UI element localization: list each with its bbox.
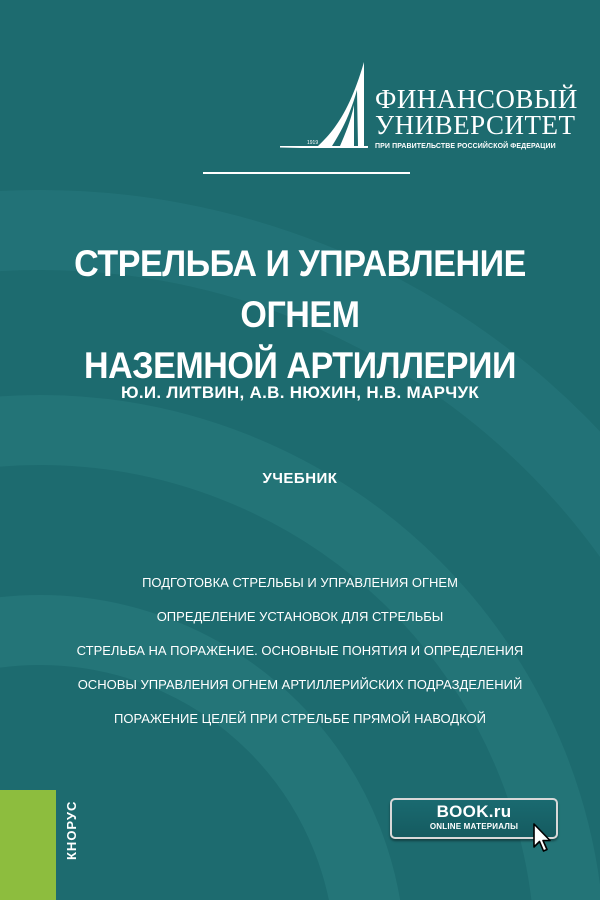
publisher-color-strip xyxy=(0,790,56,900)
book-ru-label: BOOK.ru xyxy=(436,802,512,821)
university-logo xyxy=(280,60,580,155)
topic-item: ОПРЕДЕЛЕНИЕ УСТАНОВОК ДЛЯ СТРЕЛЬБЫ xyxy=(156,609,444,624)
topic-item: СТРЕЛЬБА НА ПОРАЖЕНИЕ. ОСНОВНЫЕ ПОНЯТИЯ И ОПРЕДЕЛЕНИЯ xyxy=(76,643,524,658)
topic-item: ОСНОВЫ УПРАВЛЕНИЯ ОГНЕМ АРТИЛЛЕРИЙСКИХ ПОДРАЗДЕЛЕНИЙ xyxy=(77,677,523,692)
topic-item: ПОДГОТОВКА СТРЕЛЬБЫ И УПРАВЛЕНИЯ ОГНЕМ xyxy=(142,575,458,590)
cursor-arrow-icon xyxy=(532,822,552,854)
authors: Ю.И. ЛИТВИН, А.В. НЮХИН, Н.В. МАРЧУК xyxy=(120,383,480,402)
logo-text xyxy=(375,86,578,150)
logo-line-1: ФИНАНСОВЫЙ xyxy=(375,84,578,114)
book-ru-sublabel: ONLINE МАТЕРИАЛЫ xyxy=(429,822,519,831)
logo-year: 1919 xyxy=(307,140,319,146)
header-divider xyxy=(203,172,410,174)
publisher-name: КНОРУС xyxy=(64,800,79,860)
university-logo-icon xyxy=(280,60,375,155)
book-title xyxy=(42,238,557,391)
title-line-1: СТРЕЛЬБА И УПРАВЛЕНИЕ ОГНЕМ xyxy=(74,243,526,335)
logo-line-2: УНИВЕРСИТЕТ xyxy=(375,110,576,140)
topic-item: ПОРАЖЕНИЕ ЦЕЛЕЙ ПРИ СТРЕЛЬБЕ ПРЯМОЙ НАВОДКОЙ xyxy=(114,711,486,726)
title-line-2: НАЗЕМНОЙ АРТИЛЛЕРИИ xyxy=(83,345,516,386)
topics-list xyxy=(20,566,580,736)
logo-line-3: ПРИ ПРАВИТЕЛЬСТВЕ РОССИЙСКОЙ ФЕДЕРАЦИИ xyxy=(375,143,556,150)
document-type: УЧЕБНИК xyxy=(262,470,338,487)
